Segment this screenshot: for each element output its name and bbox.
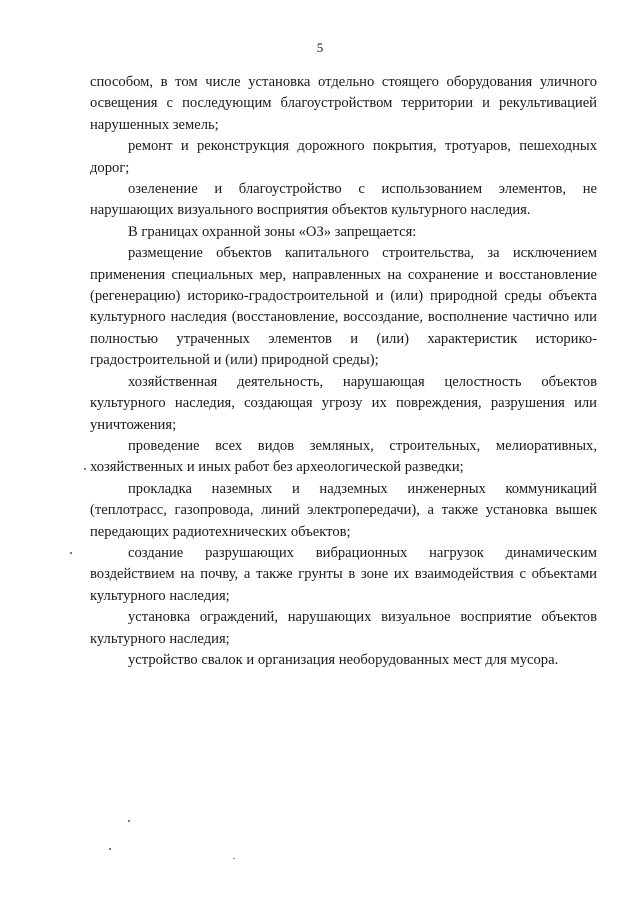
document-body <box>90 72 597 671</box>
scan-speck <box>233 858 235 859</box>
paragraph-zone-prohibitions-heading: В границах охранной зоны «ОЗ» запрещается: <box>128 223 417 240</box>
scan-speck <box>70 552 72 554</box>
paragraph-utility-lines: прокладка наземных и надземных инженерных коммуникаций (теплотрасс, газопровода, линий электропередачи), а также установка вышек передающих радиотехнических объектов; <box>90 480 597 540</box>
paragraph-dumps: устройство свалок и организация необорудованных мест для мусора. <box>128 651 559 668</box>
scan-speck <box>84 468 86 470</box>
paragraph-earthworks: проведение всех видов земляных, строительных, мелиоративных, хозяйственных и иных работ без археологической разведки; <box>90 437 597 476</box>
paragraph-vibration-loads: создание разрушающих вибрационных нагрузок динамическим воздействием на почву, а также грунты в зоне их взаимодействия с объектами культурного наследия; <box>90 544 597 604</box>
paragraph-lighting-installation: способом, в том числе установка отдельно стоящего оборудования уличного освещения с последующим благоустройством территории и рекультивацией нарушенных земель; <box>90 74 597 133</box>
paragraph-landscaping: озеленение и благоустройство с использованием элементов, не нарушающих визуального восприятия объектов культурного наследия. <box>90 181 597 219</box>
scan-speck <box>128 820 130 822</box>
paragraph-fencing: установка ограждений, нарушающих визуальное восприятие объектов культурного наследия; <box>90 609 597 647</box>
page-number: 5 <box>316 40 324 55</box>
scan-speck <box>109 848 111 850</box>
paragraph-capital-construction: размещение объектов капитального строительства, за исключением применения специальных мер, направленных на сохранение и восстановление (регенерацию) историко-градостроительной и (или) природной среды объекта культурного наследия (восстановление, воссоздание, восполнение частично или полностью утраченных элементов и (или) характеристик историко-градостроительной и (или) природной среды); <box>90 245 597 369</box>
paragraph-road-repair: ремонт и реконструкция дорожного покрытия, тротуаров, пешеходных дорог; <box>90 138 597 176</box>
paragraph-economic-activity: хозяйственная деятельность, нарушающая целостность объектов культурного наследия, создающая угрозу их повреждения, разрушения или уничтожения; <box>90 373 597 433</box>
